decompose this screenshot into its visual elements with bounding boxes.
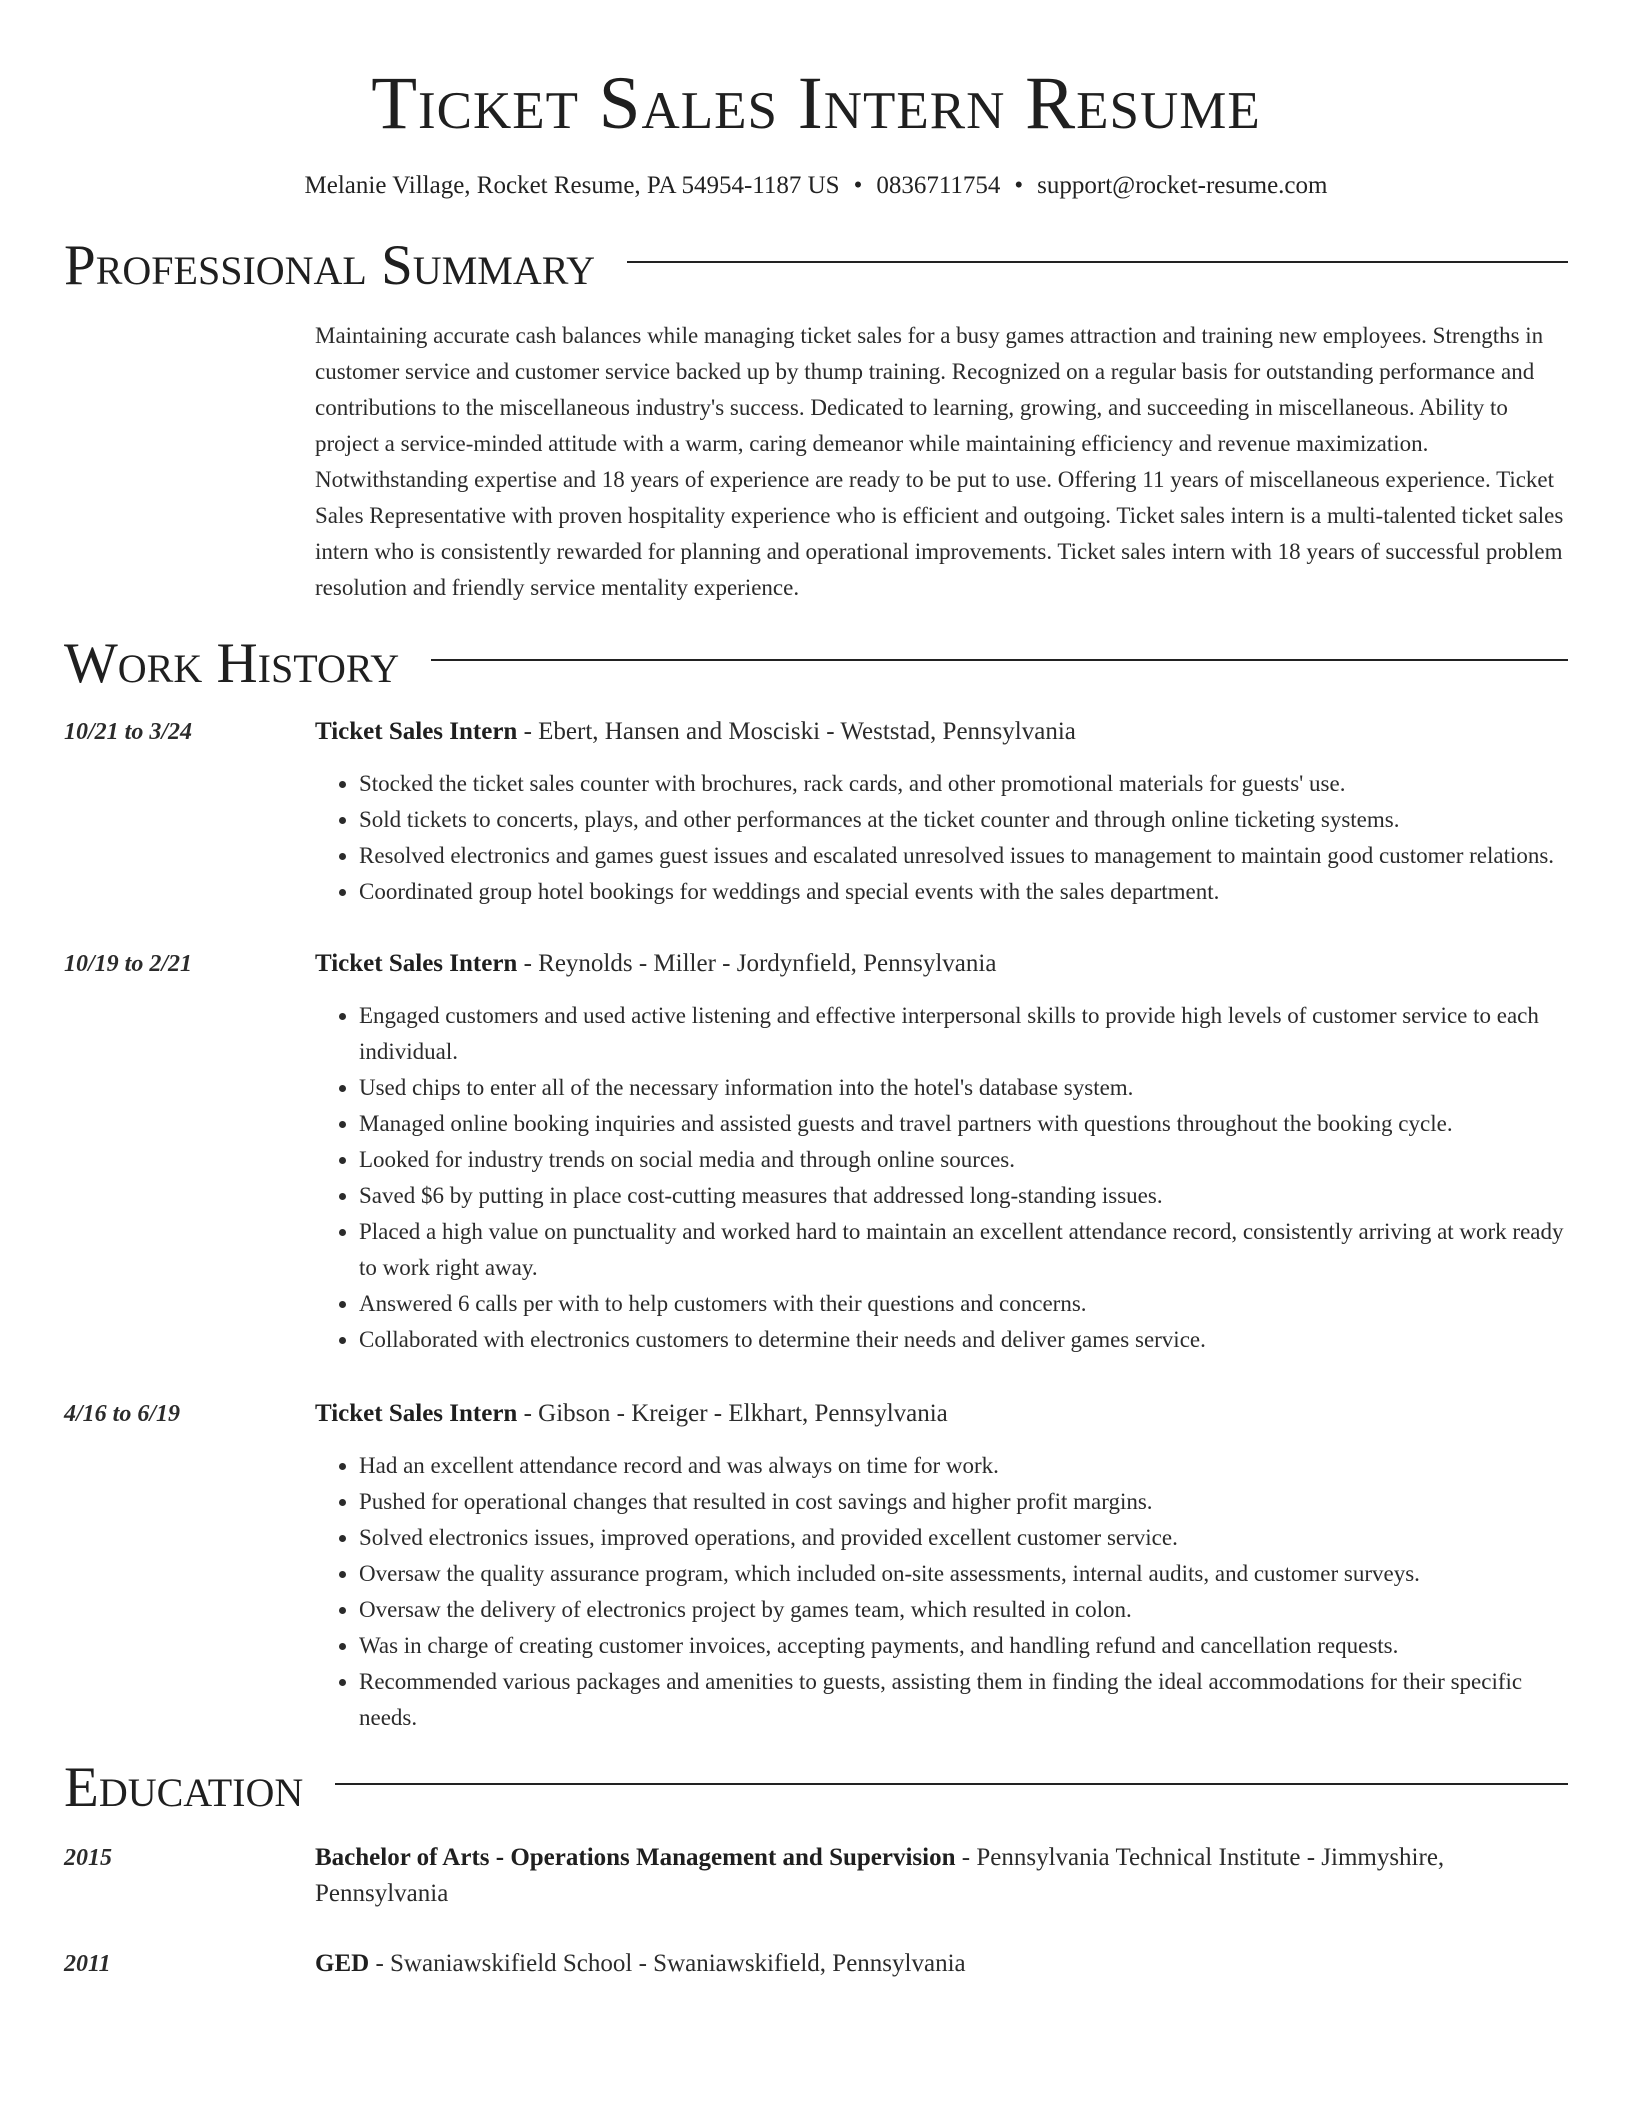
education-heading (315, 1840, 1568, 1912)
contact-line (64, 170, 1568, 202)
education-school: - Swaniawskifield School - Swaniawskifield, Pennsylvania (369, 1950, 966, 1977)
job-bullet: • Managed online booking inquiries and assisted guests and travel partners with questions throughout the booking cycle. (359, 1106, 1568, 1142)
education-entry (64, 1946, 1568, 1982)
section-header-education (64, 1756, 1568, 1820)
contact-separator: • (853, 172, 863, 199)
section-divider (431, 659, 1568, 661)
education-degree: GED (315, 1950, 370, 1977)
section-title-work-history: Work History (64, 632, 400, 695)
section-header-summary (64, 234, 1568, 298)
job-bullet: • Sold tickets to concerts, plays, and other performances at the ticket counter and through online ticketing systems. (359, 802, 1568, 838)
job-bullets (315, 766, 1568, 910)
education-year: 2015 (64, 1845, 112, 1871)
job-bullet: • Answered 6 calls per with to help customers with their questions and concerns. (359, 1286, 1568, 1322)
job-bullet: • Was in charge of creating customer invoices, accepting payments, and handling refund and cancellation requests. (359, 1628, 1568, 1664)
contact-address: Melanie Village, Rocket Resume, PA 54954-1187 US (304, 172, 840, 199)
job-bullet: • Oversaw the delivery of electronics project by games team, which resulted in colon. (359, 1592, 1568, 1628)
job-employer: - Gibson - Kreiger - Elkhart, Pennsylvania (517, 1400, 948, 1427)
job-bullet: • Stocked the ticket sales counter with brochures, rack cards, and other promotional materials for guests' use. (359, 766, 1568, 802)
job-bullet: • Placed a high value on punctuality and worked hard to maintain an excellent attendance record, consistently arriving at work ready to work right away. (359, 1214, 1568, 1286)
job-bullet: • Pushed for operational changes that resulted in cost savings and higher profit margins. (359, 1484, 1568, 1520)
education-body (315, 1946, 1568, 1982)
job-body (315, 714, 1568, 910)
job-title: Ticket Sales Intern (315, 718, 518, 745)
job-entry (64, 714, 1568, 910)
job-employer: - Reynolds - Miller - Jordynfield, Pennsylvania (517, 950, 997, 977)
education-year: 2011 (64, 1951, 111, 1977)
job-bullets (315, 1448, 1568, 1736)
job-bullet: • Engaged customers and used active listening and effective interpersonal skills to provide high levels of customer service to each individual. (359, 998, 1568, 1070)
job-entry (64, 1396, 1568, 1736)
education-body (315, 1840, 1568, 1912)
job-employer: - Ebert, Hansen and Mosciski - Weststad, Pennsylvania (517, 718, 1076, 745)
contact-separator: • (1014, 172, 1024, 199)
job-bullet: • Had an excellent attendance record and was always on time for work. (359, 1448, 1568, 1484)
job-bullet: • Recommended various packages and amenities to guests, assisting them in finding the ideal accommodations for their specific needs. (359, 1664, 1568, 1736)
job-dates: 10/21 to 3/24 (64, 719, 193, 745)
contact-email: support@rocket-resume.com (1037, 172, 1328, 199)
job-bullet: • Saved $6 by putting in place cost-cutting measures that addressed long-standing issues. (359, 1178, 1568, 1214)
job-bullet: • Coordinated group hotel bookings for weddings and special events with the sales department. (359, 874, 1568, 910)
section-divider (627, 261, 1568, 263)
section-title-summary: Professional Summary (64, 234, 596, 297)
education-heading (315, 1946, 1568, 1982)
education-school: - Pennsylvania Technical Institute - Jimmyshire, Pennsylvania (315, 1844, 1445, 1907)
resume-title: Ticket Sales Intern Resume (371, 62, 1261, 145)
job-title: Ticket Sales Intern (315, 950, 518, 977)
job-dates: 10/19 to 2/21 (64, 951, 193, 977)
education-degree: Bachelor of Arts - Operations Management and Supervision (315, 1844, 956, 1871)
job-entry (64, 946, 1568, 1358)
section-title-education: Education (64, 1756, 304, 1819)
job-bullet: • Resolved electronics and games guest issues and escalated unresolved issues to management to maintain good customer relations. (359, 838, 1568, 874)
job-bullets (315, 998, 1568, 1358)
job-dates: 4/16 to 6/19 (64, 1401, 181, 1427)
education-entry (64, 1840, 1568, 1912)
section-header-work-history (64, 632, 1568, 696)
job-bullet: • Oversaw the quality assurance program, which included on-site assessments, internal audits, and customer surveys. (359, 1556, 1568, 1592)
job-bullet: • Used chips to enter all of the necessary information into the hotel's database system. (359, 1070, 1568, 1106)
contact-phone: 0836711754 (876, 172, 1001, 199)
summary-text: Maintaining accurate cash balances while managing ticket sales for a busy games attraction and training new employees. Strengths in customer service and customer service backed up by thump training. Recognized on a regular basis for outstanding performance and contributions to the miscellaneous industry's success. Dedicated to learning, growing, and succeeding in miscellaneous. Ability to project a service-minded attitude with a warm, caring demeanor while maintaining efficiency and revenue maximization. Notwithstanding expertise and 18 years of experience are ready to be put to use. Offering 11 years of miscellaneous experience. Ticket Sales Representative with proven hospitality experience who is efficient and outgoing. Ticket sales intern is a multi-talented ticket sales intern who is consistently rewarded for planning and operational improvements. Ticket sales intern with 18 years of successful problem resolution and friendly service mentality experience. (315, 323, 1564, 600)
job-bullet: • Collaborated with electronics customers to determine their needs and deliver games service. (359, 1322, 1568, 1358)
job-heading (315, 1396, 1568, 1432)
job-body (315, 946, 1568, 1358)
job-body (315, 1396, 1568, 1736)
job-title: Ticket Sales Intern (315, 1400, 518, 1427)
job-heading (315, 946, 1568, 982)
section-divider (335, 1783, 1568, 1785)
job-bullet: • Looked for industry trends on social media and through online sources. (359, 1142, 1568, 1178)
job-bullet: • Solved electronics issues, improved operations, and provided excellent customer service. (359, 1520, 1568, 1556)
job-heading (315, 714, 1568, 750)
